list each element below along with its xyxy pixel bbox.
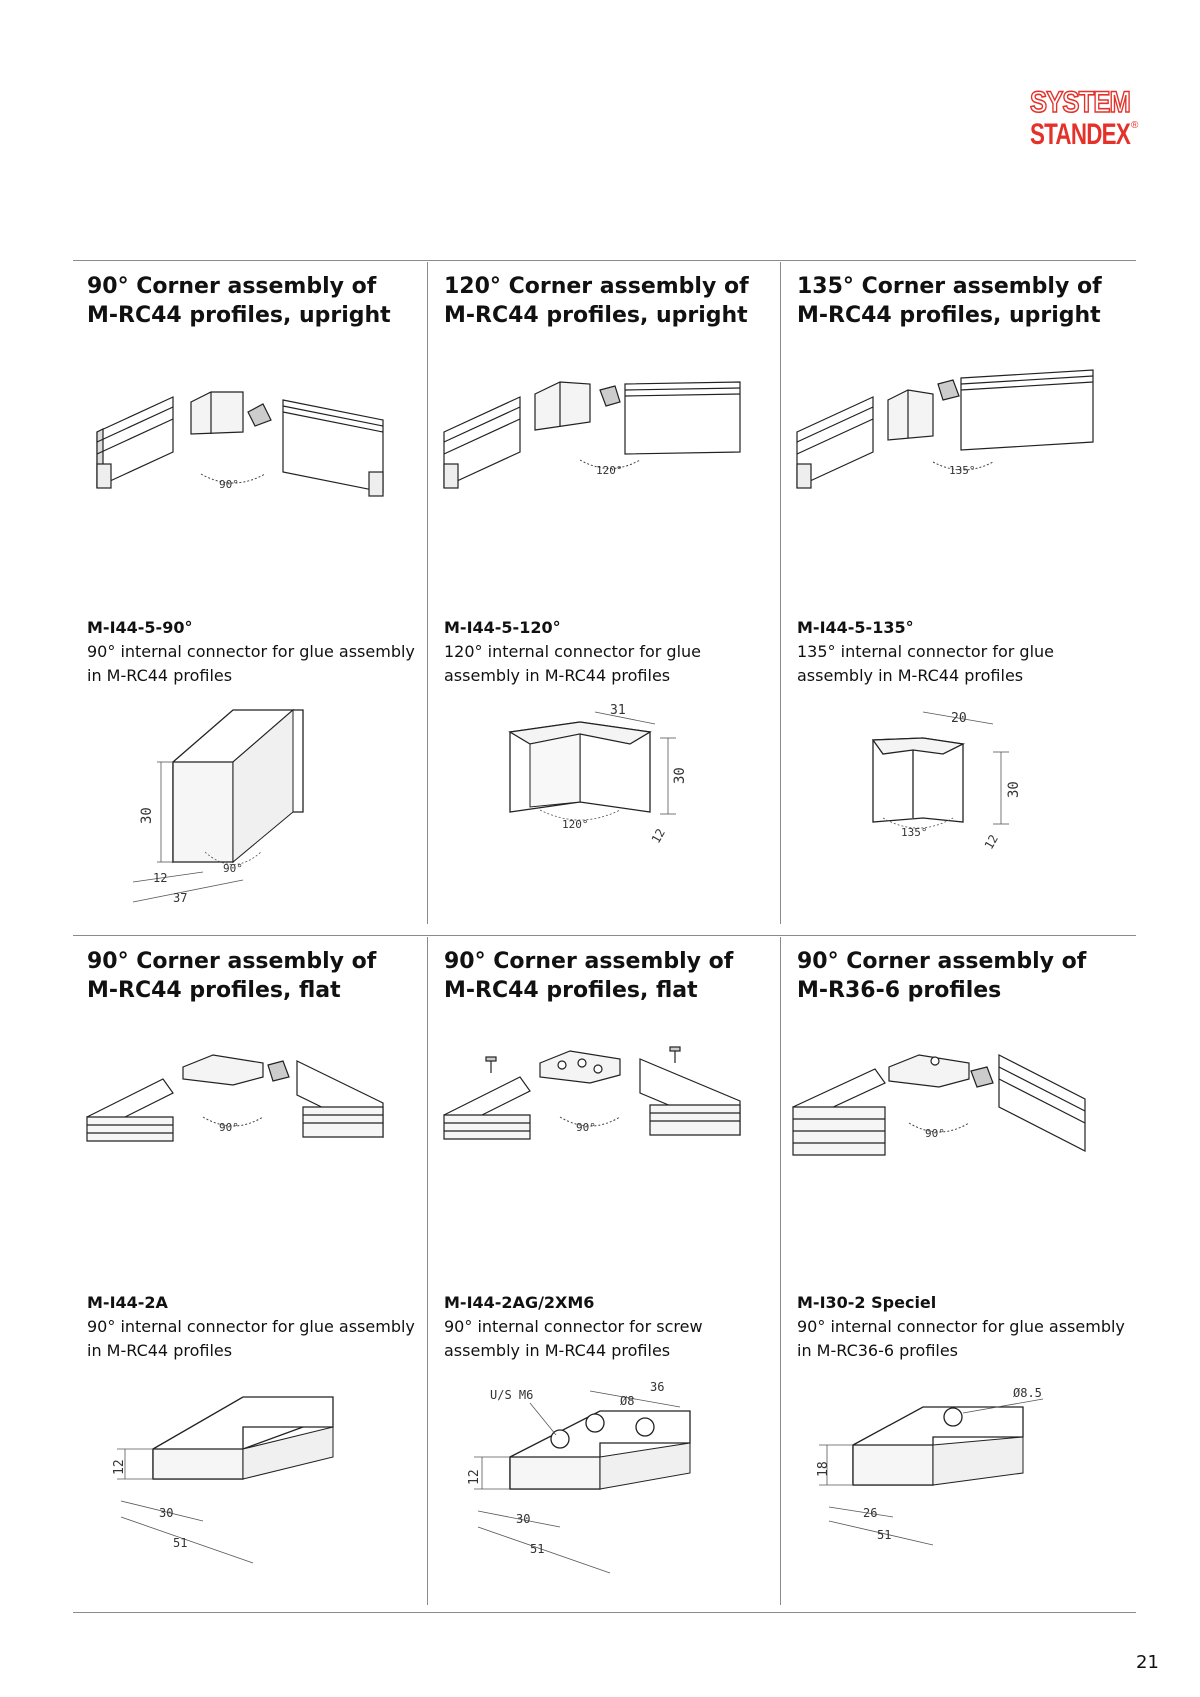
- product-description: 90° internal connector for glue assembly in M-RC44 profiles: [87, 642, 415, 685]
- dim-width: 30: [516, 1512, 531, 1526]
- product-code: M-I30-2 Speciel: [797, 1293, 937, 1312]
- bottom-rule: [73, 1612, 1136, 1613]
- dim-depth: 12: [153, 871, 168, 885]
- connector-drawing: [813, 1377, 1103, 1592]
- column-divider-3: [427, 937, 428, 1605]
- section-90-flat-glue: [73, 937, 413, 1607]
- middle-rule: [73, 935, 1136, 936]
- product-description: 90° internal connector for glue assembly in M-RC36-6 profiles: [797, 1317, 1125, 1360]
- dim-thickness: 12: [467, 1469, 482, 1485]
- system-standex-logo: [1030, 86, 1140, 148]
- assembly-illustration: [83, 392, 413, 537]
- angle-label: 90°: [219, 478, 239, 491]
- dim-angle: 90°: [223, 862, 243, 875]
- section-title: 120° Corner assembly of M-RC44 profiles, upright: [444, 274, 749, 328]
- product-description: 90° internal connector for glue assembly in M-RC44 profiles: [87, 1317, 415, 1360]
- logo-registered: ®: [1131, 120, 1139, 131]
- column-divider-4: [780, 937, 781, 1605]
- dim-depth: 12: [648, 826, 669, 846]
- dim-height: 30: [1006, 781, 1022, 798]
- angle-label: 90°: [219, 1121, 239, 1134]
- dim-top: 36: [650, 1380, 665, 1394]
- connector-drawing: [450, 1377, 750, 1592]
- assembly-illustration: [83, 1047, 413, 1167]
- column-divider-2: [780, 262, 781, 924]
- section-135-upright: [783, 262, 1123, 932]
- dim-hole: Ø8.5: [1013, 1386, 1042, 1400]
- dim-height: 30: [139, 807, 155, 824]
- product-code: M-I44-5-120°: [444, 618, 561, 637]
- section-90-flat-screw: [430, 937, 770, 1607]
- dim-angle: 120°: [562, 818, 589, 831]
- dim-length: 37: [173, 891, 188, 905]
- column-divider-1: [427, 262, 428, 924]
- connector-drawing: [103, 1387, 393, 1587]
- product-code: M-I44-5-90°: [87, 618, 193, 637]
- dim-screw: U/S M6: [490, 1388, 534, 1402]
- dim-length: 51: [173, 1536, 188, 1550]
- product-code: M-I44-5-135°: [797, 618, 914, 637]
- section-title: 90° Corner assembly of M-R36-6 profiles: [797, 949, 1087, 1003]
- product-description: 135° internal connector for glue assembly in M-RC44 profiles: [797, 642, 1055, 685]
- section-title: 90° Corner assembly of M-RC44 profiles, upright: [87, 274, 391, 328]
- dim-thickness: 18: [816, 1461, 831, 1477]
- angle-label: 90°: [576, 1121, 596, 1134]
- product-description: 120° internal connector for glue assembly in M-RC44 profiles: [444, 642, 702, 685]
- assembly-illustration: [789, 1047, 1119, 1177]
- angle-label: 90°: [925, 1127, 945, 1140]
- logo-line2: STANDEX: [1030, 118, 1131, 148]
- product-code: M-I44-2A: [87, 1293, 168, 1312]
- dim-angle: 135°: [901, 826, 928, 839]
- connector-drawing: [133, 702, 393, 917]
- connector-drawing: [500, 702, 760, 917]
- section-title: 90° Corner assembly of M-RC44 profiles, flat: [87, 949, 377, 1003]
- page-number: 21: [1136, 1652, 1159, 1673]
- dim-top: 31: [610, 703, 626, 718]
- dim-length: 51: [530, 1542, 545, 1556]
- product-code: M-I44-2AG/2XM6: [444, 1293, 595, 1312]
- dim-hole: Ø8: [620, 1394, 635, 1408]
- dim-width: 30: [159, 1506, 174, 1520]
- assembly-illustration: [440, 382, 770, 527]
- dim-depth: 12: [981, 832, 1002, 852]
- angle-label: 135°: [949, 464, 976, 477]
- product-description: 90° internal connector for screw assembly in M-RC44 profiles: [444, 1317, 703, 1360]
- dim-length: 51: [877, 1528, 892, 1542]
- dim-top: 20: [951, 711, 967, 726]
- section-90-m-r36-6: [783, 937, 1123, 1607]
- section-title: 90° Corner assembly of M-RC44 profiles, flat: [444, 949, 734, 1003]
- dim-thickness: 12: [112, 1459, 127, 1475]
- connector-drawing: [853, 702, 1113, 917]
- top-rule: [73, 260, 1136, 261]
- section-120-upright: [430, 262, 770, 932]
- assembly-illustration: [440, 1047, 770, 1167]
- logo-line1: SYSTEM: [1030, 86, 1130, 119]
- assembly-illustration: [793, 370, 1123, 520]
- dim-width: 26: [863, 1506, 878, 1520]
- dim-height: 30: [672, 767, 688, 784]
- angle-label: 120°: [596, 464, 623, 477]
- section-title: 135° Corner assembly of M-RC44 profiles, upright: [797, 274, 1102, 328]
- section-90-upright: [73, 262, 413, 932]
